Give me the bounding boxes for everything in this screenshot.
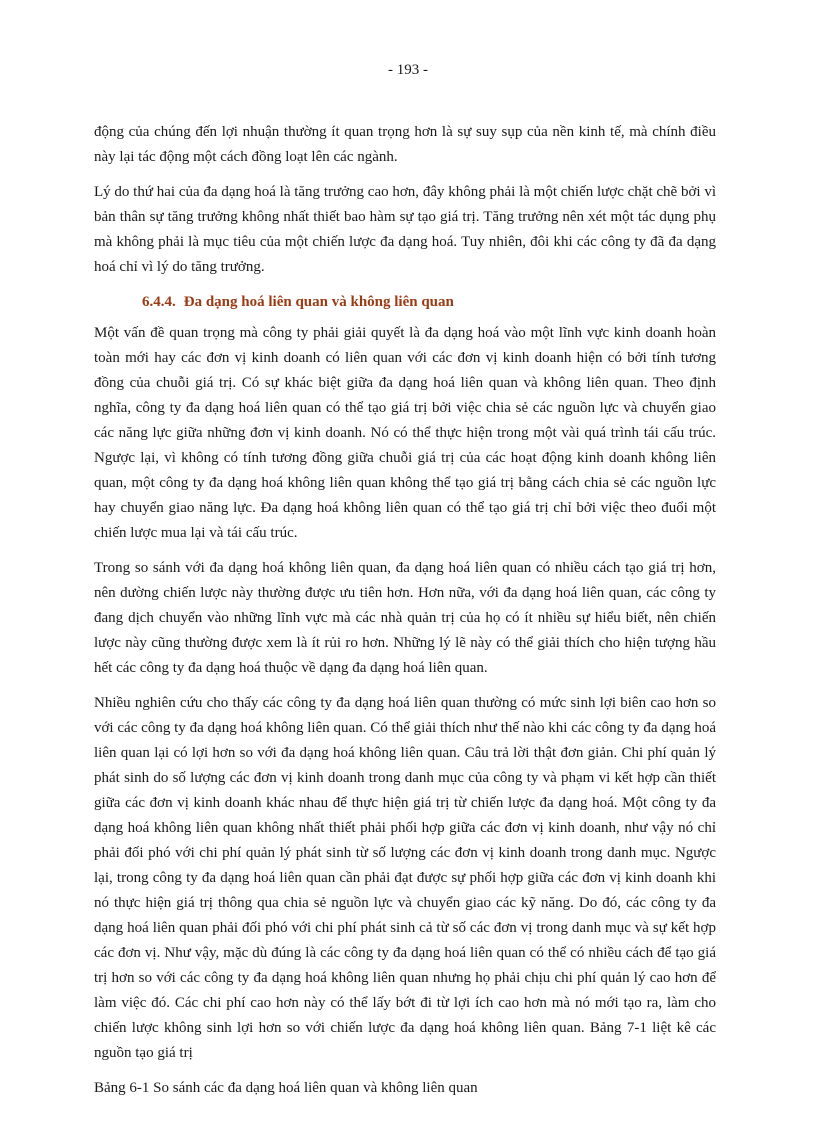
page-content — [94, 120, 716, 1101]
paragraph-1: động của chúng đến lợi nhuận thường ít quan trọng hơn là sự suy sụp của nền kinh tế, mà chính điều này lại tác động một cách đồng loạt lên các ngành. — [94, 124, 716, 165]
paragraph-5: Nhiều nghiên cứu cho thấy các công ty đa dạng hoá liên quan thường có mức sinh lợi biên cao hơn so với các công ty đa dạng hoá không liên quan. Có thể giải thích như thế nào khi các công ty đa dạng hoá liên quan lại có lợi hơn so với đa dạng hoá không liên quan. Câu trả lời thật đơn giản. Chi phí quản lý phát sinh do số lượng các đơn vị kinh doanh trong danh mục của công ty và phạm vi kết hợp cần thiết giữa các đơn vị kinh doanh khác nhau để thực hiện giá trị từ chiến lược đa dạng hoá. Một công ty đa dạng hoá không liên quan không nhất thiết phải phối hợp giữa các đơn vị kinh doanh, như vậy nó chỉ phải đối phó với chi phí quản lý phát sinh từ số lượng các đơn vị kinh doanh trong danh mục. Ngược lại, trong công ty đa dạng hoá liên quan cần phải đạt được sự phối hợp giữa các đơn vị kinh doanh khi nó thực hiện giá trị thông qua chia sẻ nguồn lực và chuyển giao các kỹ năng. Do đó, các công ty đa dạng hoá liên quan phải đối phó với chi phí phát sinh cả từ số các đơn vị trong danh mục và sự kết hợp các đơn vị. Như vậy, mặc dù đúng là các công ty đa dạng hoá liên quan có thể có nhiều cách để tạo giá trị hơn so với các công ty đa dạng hoá không liên quan nhưng họ phải chịu chi phí quản lý cao hơn để làm việc đó. Các chi phí cao hơn này có thể lấy bớt đi từ lợi ích cao hơn mà nó mới tạo ra, làm cho chiến lược không sinh lợi hơn so với chiến lược đa dạng hoá không liên quan. Bảng 7-1 liệt kê các nguồn tạo giá trị — [94, 695, 716, 1061]
paragraph-2: Lý do thứ hai của đa dạng hoá là tăng trưởng cao hơn, đây không phải là một chiến lược chặt chẽ bởi vì bản thân sự tăng trưởng không nhất thiết bao hàm sự tạo giá trị. Tăng trưởng nên xét một tác dụng phụ mà không phải là mục tiêu của một chiến lược đa dạng hoá. Tuy nhiên, đôi khi các công ty đã đa dạng hoá chỉ vì lý do tăng trưởng. — [94, 184, 716, 275]
paragraph-4: Trong so sánh với đa dạng hoá không liên quan, đa dạng hoá liên quan có nhiều cách tạo giá trị hơn, nên dường chiến lược này thường được ưu tiên hơn. Hơn nữa, với đa dạng hoá liên quan, các công ty đang dịch chuyển vào những lĩnh vực mà các nhà quản trị của họ có ít nhiều sự hiểu biết, nên chiến lược này cũng thường được xem là ít rủi ro hơn. Những lý lẽ này có thể giải thích cho hiện tượng hầu hết các công ty đa dạng hoá thuộc về dạng đa dạng hoá liên quan. — [94, 560, 716, 676]
page-number: - 193 - — [388, 62, 428, 78]
section-title: Đa dạng hoá liên quan và không liên quan — [183, 294, 454, 310]
section-heading — [94, 290, 716, 315]
section-number: 6.4.4. — [142, 294, 176, 310]
paragraph-3: Một vấn đề quan trọng mà công ty phải giải quyết là đa dạng hoá vào một lĩnh vực kinh doanh hoàn toàn mới hay các đơn vị kinh doanh có liên quan với các đơn vị kinh doanh hiện có bởi tính tương đồng của chuỗi giá trị. Có sự khác biệt giữa đa dạng hoá liên quan và không liên quan. Theo định nghĩa, công ty đa dạng hoá liên quan có thể tạo giá trị bởi việc chia sẻ các nguồn lực và chuyển giao các năng lực giữa những đơn vị kinh doanh. Nó có thể thực hiện trong một vài quá trình tái cấu trúc. Ngược lại, vì không có tính tương đồng giữa chuỗi giá trị của các hoạt động kinh doanh không liên quan, một công ty đa dạng hoá không liên quan không thể tạo giá trị bằng cách chia sẻ các nguồn lực hay chuyển giao năng lực. Đa dạng hoá không liên quan có thể tạo giá trị chỉ bởi việc theo đuổi một chiến lược mua lại và tái cấu trúc. — [94, 325, 716, 541]
table-caption: Bảng 6-1 So sánh các đa dạng hoá liên quan và không liên quan — [94, 1080, 478, 1096]
